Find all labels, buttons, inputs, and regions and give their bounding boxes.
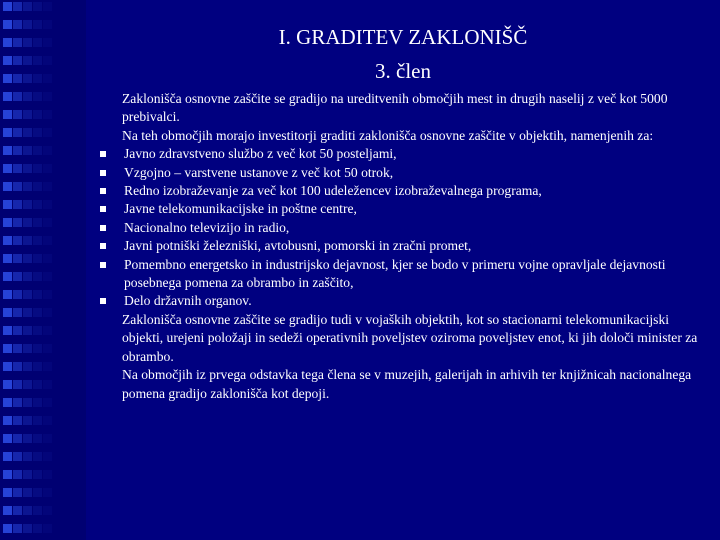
decorative-square: [13, 164, 22, 173]
bullet-item: [86, 237, 706, 255]
decorative-square: [23, 218, 32, 227]
decorative-square: [43, 362, 52, 371]
square-bullet-icon: [100, 262, 106, 268]
decorative-square: [23, 290, 32, 299]
decorative-square: [43, 38, 52, 47]
decorative-square: [33, 38, 42, 47]
decorative-square: [43, 182, 52, 191]
decorative-square: [13, 380, 22, 389]
decorative-square: [23, 110, 32, 119]
decorative-square: [3, 110, 12, 119]
decorative-square: [23, 488, 32, 497]
decorative-square: [13, 506, 22, 515]
square-bullet-icon: [100, 151, 106, 157]
decorative-square: [13, 110, 22, 119]
bullet-text: Pomembno energetsko in industrijsko dejavnost, kjer se bodo v primeru vojne opravljale dejavnosti posebnega pomena za obrambo in zaščito,: [124, 256, 666, 291]
decorative-square: [43, 434, 52, 443]
decorative-square: [3, 380, 12, 389]
decorative-square: [13, 146, 22, 155]
decorative-square: [33, 20, 42, 29]
paragraph-text: Zaklonišča osnovne zaščite se gradijo na ureditvenih območjih mest in drugih naselij z več kot 5000 prebivalci.: [122, 91, 668, 125]
bullet-item: [86, 292, 706, 310]
decorative-square: [43, 128, 52, 137]
decorative-square: [13, 182, 22, 191]
paragraph: [86, 127, 706, 145]
decorative-square: [43, 218, 52, 227]
decorative-square: [3, 56, 12, 65]
decorative-square: [13, 290, 22, 299]
decorative-square: [13, 308, 22, 317]
decorative-square: [23, 272, 32, 281]
slide-title: I. GRADITEV ZAKLONIŠČ: [278, 25, 528, 49]
decorative-square: [43, 146, 52, 155]
decorative-square: [3, 308, 12, 317]
decorative-square: [43, 74, 52, 83]
decorative-square: [13, 38, 22, 47]
decorative-square: [13, 200, 22, 209]
decorative-square: [23, 200, 32, 209]
decorative-square: [13, 344, 22, 353]
decorative-square: [33, 200, 42, 209]
decorative-square: [23, 452, 32, 461]
decorative-square: [13, 434, 22, 443]
decorative-square: [13, 524, 22, 533]
bullet-item: [86, 145, 706, 163]
decorative-square: [23, 146, 32, 155]
decorative-square: [33, 524, 42, 533]
decorative-square: [3, 218, 12, 227]
decorative-square: [3, 272, 12, 281]
decorative-square: [13, 254, 22, 263]
decorative-square: [3, 488, 12, 497]
bullet-item: [86, 182, 706, 200]
decorative-square: [33, 146, 42, 155]
decorative-square-strip: [0, 0, 86, 540]
decorative-square: [43, 254, 52, 263]
decorative-square: [23, 380, 32, 389]
decorative-square: [43, 524, 52, 533]
decorative-square: [43, 110, 52, 119]
decorative-square: [23, 416, 32, 425]
decorative-square: [23, 2, 32, 11]
square-bullet-icon: [100, 188, 106, 194]
decorative-square: [3, 290, 12, 299]
decorative-square: [23, 326, 32, 335]
decorative-square: [33, 92, 42, 101]
decorative-square: [33, 164, 42, 173]
decorative-square: [3, 38, 12, 47]
decorative-square: [13, 56, 22, 65]
decorative-square: [23, 164, 32, 173]
decorative-square: [23, 128, 32, 137]
decorative-square: [23, 362, 32, 371]
bullet-item: [86, 164, 706, 182]
square-bullet-icon: [100, 170, 106, 176]
decorative-square: [23, 506, 32, 515]
decorative-square: [23, 434, 32, 443]
bullet-item: [86, 219, 706, 237]
bullet-text: Javne telekomunikacijske in poštne centre,: [124, 201, 357, 217]
decorative-square: [33, 290, 42, 299]
decorative-square: [33, 398, 42, 407]
square-bullet-icon: [100, 298, 106, 304]
square-bullet-icon: [100, 206, 106, 212]
decorative-square: [3, 164, 12, 173]
decorative-square: [33, 470, 42, 479]
decorative-square: [23, 236, 32, 245]
decorative-square: [33, 362, 42, 371]
decorative-square: [13, 236, 22, 245]
decorative-square: [33, 344, 42, 353]
square-bullet-icon: [100, 243, 106, 249]
decorative-square: [23, 344, 32, 353]
paragraph-text: Na teh območjih morajo investitorji graditi zaklonišča osnovne zaščite v objektih, namenjenih za:: [122, 127, 654, 143]
decorative-square: [33, 380, 42, 389]
decorative-square: [43, 290, 52, 299]
bullet-item: [86, 256, 706, 293]
decorative-square: [43, 470, 52, 479]
decorative-square: [3, 416, 12, 425]
decorative-square: [23, 56, 32, 65]
decorative-square: [33, 218, 42, 227]
decorative-square: [13, 470, 22, 479]
square-bullet-icon: [100, 225, 106, 231]
decorative-square: [43, 380, 52, 389]
decorative-square: [3, 506, 12, 515]
decorative-square: [33, 308, 42, 317]
paragraph: [86, 366, 706, 403]
decorative-square: [13, 362, 22, 371]
decorative-square: [33, 272, 42, 281]
decorative-square: [3, 2, 12, 11]
decorative-square: [43, 20, 52, 29]
bullet-item: [86, 200, 706, 218]
decorative-square: [33, 506, 42, 515]
decorative-square: [43, 308, 52, 317]
paragraph-text: Na območjih iz prvega odstavka tega člena se v muzejih, galerijah in arhivih ter knjižnicah nacionalnega pomena gradijo zaklonišča kot depoji.: [122, 367, 692, 401]
bullet-text: Delo državnih organov.: [124, 293, 252, 309]
decorative-square: [13, 128, 22, 137]
bullet-text: Redno izobraževanje za več kot 100 udeležencev izobraževalnega programa,: [124, 183, 542, 199]
decorative-square: [13, 2, 22, 11]
decorative-square: [13, 272, 22, 281]
decorative-square: [13, 326, 22, 335]
decorative-square: [33, 110, 42, 119]
decorative-square: [3, 362, 12, 371]
decorative-square: [33, 2, 42, 11]
decorative-square: [43, 398, 52, 407]
decorative-square: [33, 236, 42, 245]
decorative-square: [33, 416, 42, 425]
decorative-square: [3, 20, 12, 29]
decorative-square: [3, 200, 12, 209]
decorative-square: [33, 254, 42, 263]
decorative-square: [33, 488, 42, 497]
decorative-square: [33, 74, 42, 83]
decorative-square: [3, 254, 12, 263]
bullet-text: Javno zdravstveno službo z več kot 50 posteljami,: [124, 146, 397, 162]
decorative-square: [3, 146, 12, 155]
decorative-square: [13, 20, 22, 29]
decorative-square: [3, 182, 12, 191]
decorative-square: [43, 2, 52, 11]
paragraph: [86, 311, 706, 366]
decorative-square: [23, 398, 32, 407]
decorative-square: [23, 20, 32, 29]
decorative-square: [43, 326, 52, 335]
decorative-square: [3, 344, 12, 353]
decorative-square: [13, 92, 22, 101]
decorative-square: [13, 416, 22, 425]
decorative-square: [23, 470, 32, 479]
decorative-square: [3, 434, 12, 443]
decorative-square: [23, 92, 32, 101]
decorative-square: [33, 326, 42, 335]
decorative-square: [43, 164, 52, 173]
decorative-square: [23, 74, 32, 83]
bullet-text: Javni potniški železniški, avtobusni, pomorski in zračni promet,: [124, 238, 472, 254]
decorative-square: [43, 92, 52, 101]
paragraph-text: Zaklonišča osnovne zaščite se gradijo tudi v vojaških objektih, kot so stacionarni telekomunikacijski objekti, urejeni položaji in sedeži operativnih poveljstev oziroma poveljstev enot, ki jih določi minister za obrambo.: [122, 311, 698, 364]
decorative-square: [43, 416, 52, 425]
decorative-square: [33, 182, 42, 191]
slide-subtitle: 3. člen: [375, 59, 431, 83]
paragraph: [86, 90, 706, 127]
decorative-square: [13, 488, 22, 497]
decorative-square: [3, 92, 12, 101]
decorative-square: [13, 398, 22, 407]
decorative-square: [3, 326, 12, 335]
decorative-square: [33, 128, 42, 137]
decorative-square: [23, 308, 32, 317]
decorative-square: [3, 236, 12, 245]
bullet-text: Nacionalno televizijo in radio,: [124, 219, 290, 235]
slide-body: [86, 90, 706, 403]
decorative-square: [13, 452, 22, 461]
decorative-square: [23, 524, 32, 533]
decorative-square: [43, 344, 52, 353]
decorative-square: [3, 74, 12, 83]
decorative-square: [43, 452, 52, 461]
decorative-square: [3, 128, 12, 137]
decorative-square: [3, 398, 12, 407]
decorative-square: [43, 236, 52, 245]
decorative-square: [23, 38, 32, 47]
decorative-square: [3, 452, 12, 461]
decorative-square: [43, 272, 52, 281]
bullet-text: Vzgojno – varstvene ustanove z več kot 50 otrok,: [124, 164, 394, 180]
decorative-square: [3, 524, 12, 533]
decorative-square: [33, 56, 42, 65]
decorative-square: [13, 74, 22, 83]
decorative-square: [43, 56, 52, 65]
decorative-square: [33, 434, 42, 443]
decorative-square: [13, 218, 22, 227]
decorative-square: [23, 254, 32, 263]
decorative-square: [33, 452, 42, 461]
decorative-square: [43, 506, 52, 515]
decorative-square: [43, 200, 52, 209]
decorative-square: [3, 470, 12, 479]
decorative-square: [23, 182, 32, 191]
decorative-square: [43, 488, 52, 497]
